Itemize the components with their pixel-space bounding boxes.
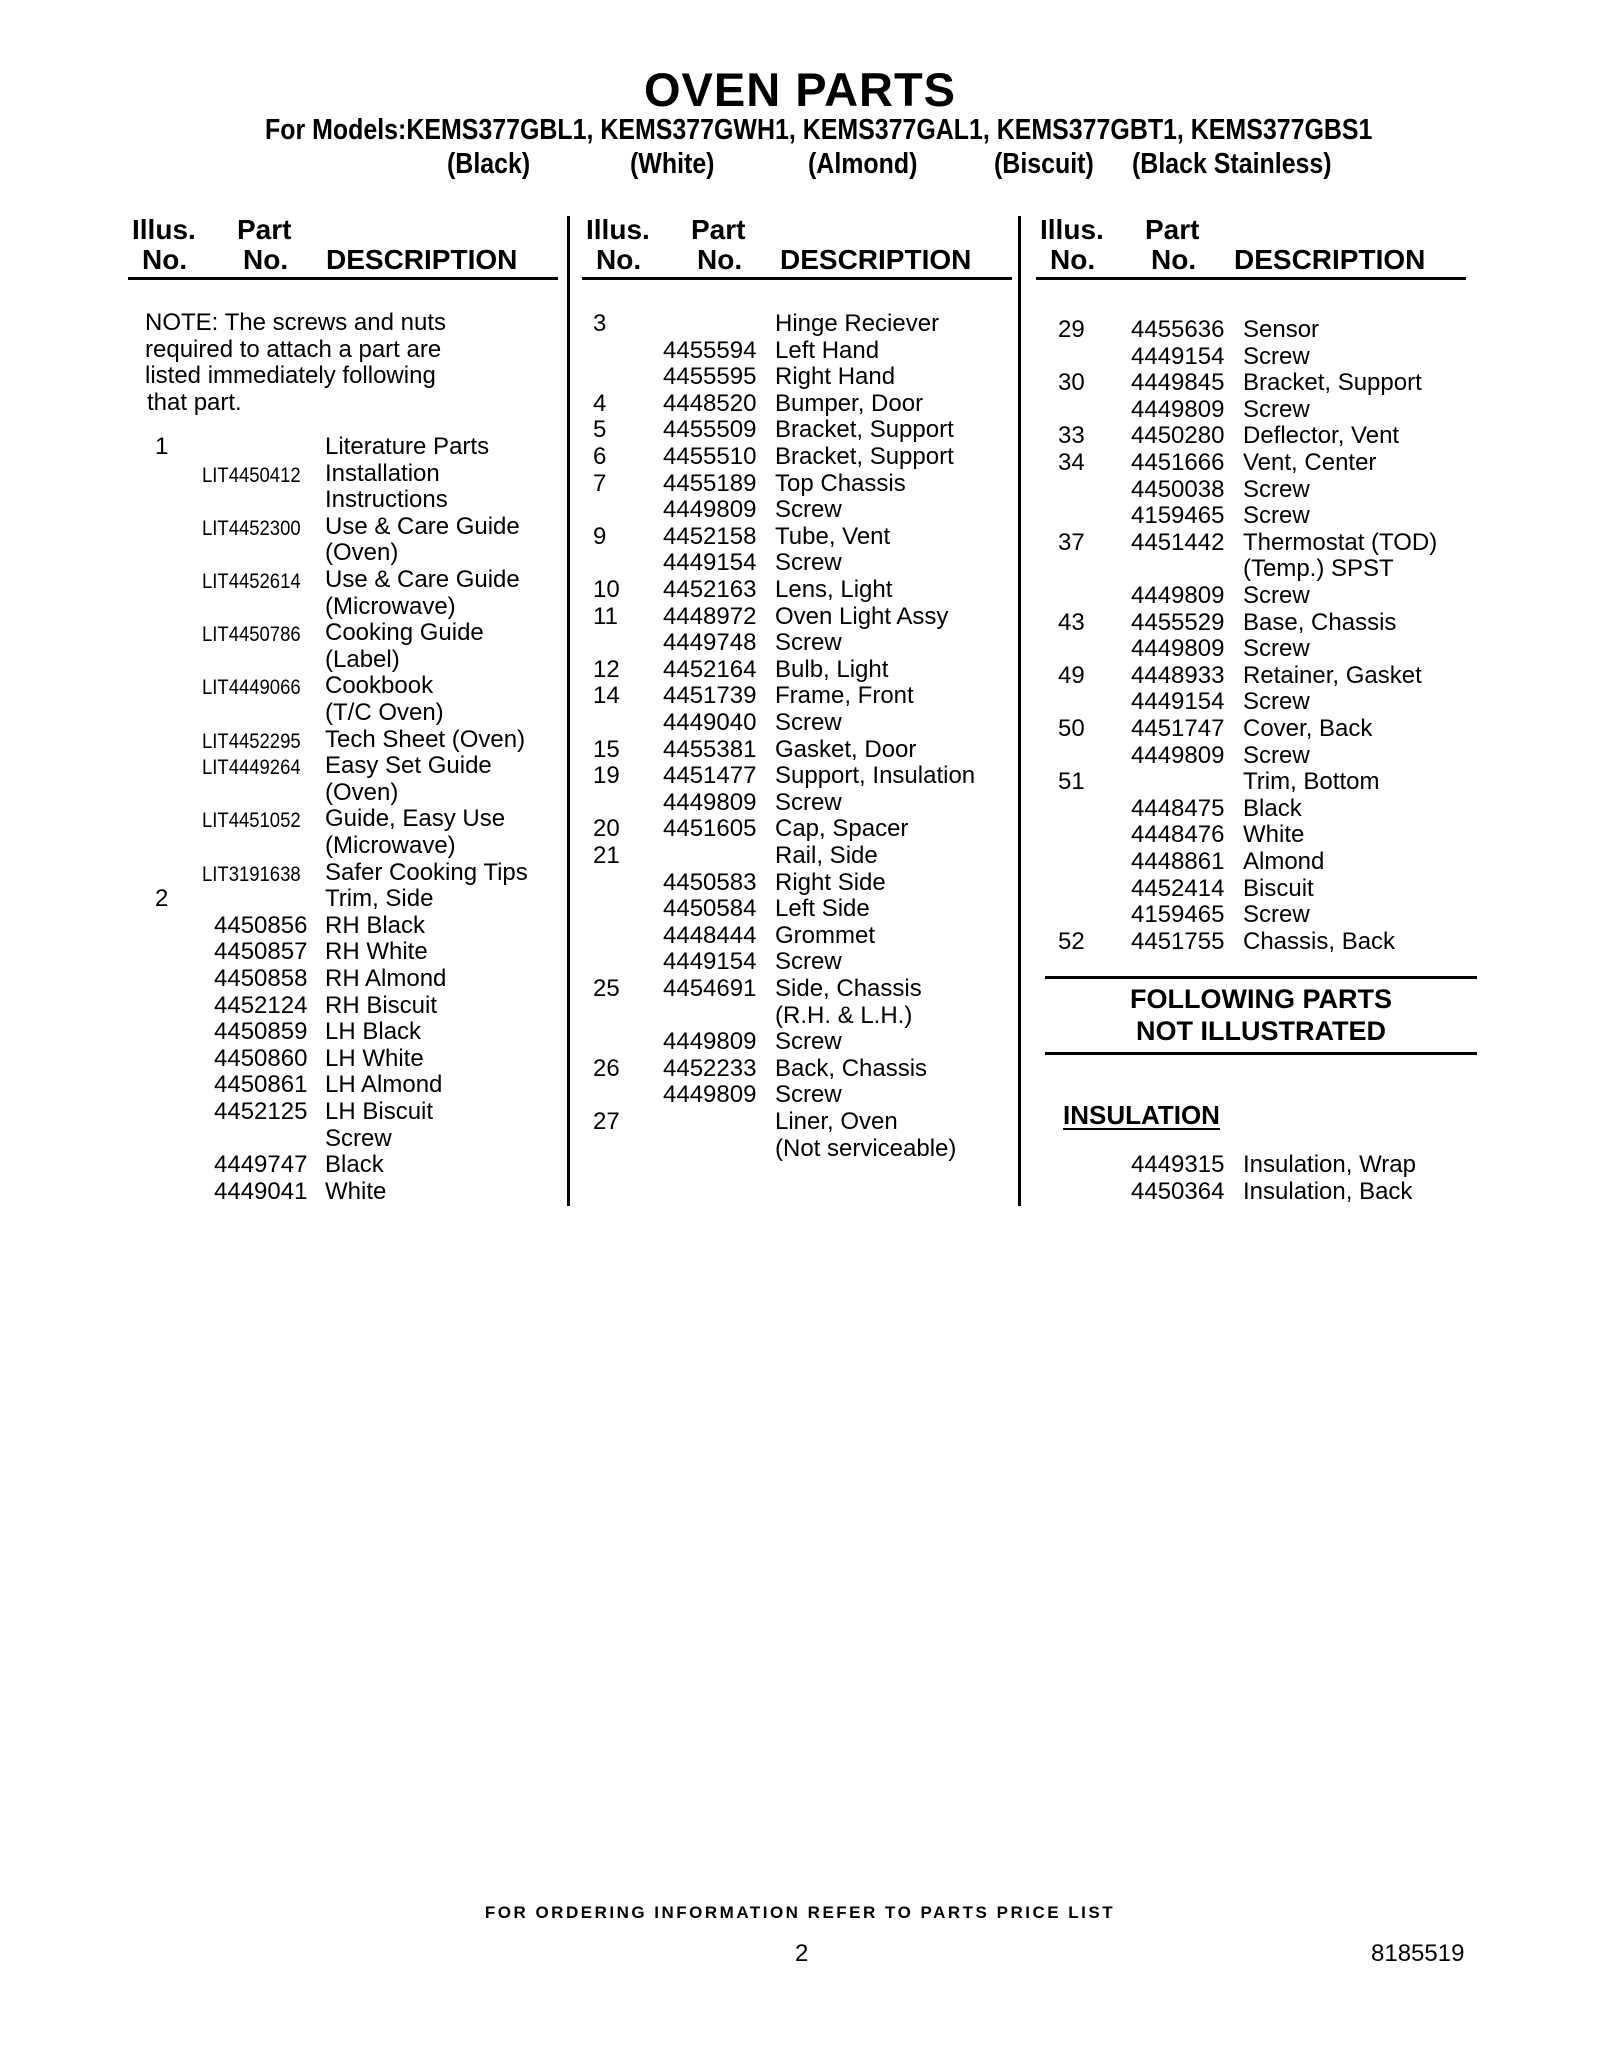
part-description: Easy Set Guide [325,752,492,780]
part-description: Left Hand [775,336,880,364]
illus-number: 12 [593,655,620,683]
part-description: Tech Sheet (Oven) [325,725,526,753]
part-number: 4451442 [1131,528,1225,556]
part-description: LH Black [325,1018,422,1046]
part-description: Screw [1243,502,1310,530]
part-number: 4448861 [1131,848,1225,875]
part-number: 4449154 [1131,342,1225,370]
part-number: 4455529 [1131,608,1225,636]
part-description: Cooking Guide [325,619,484,647]
column-divider [1018,216,1021,1206]
part-description: (Not serviceable) [775,1134,957,1162]
illus-number: 33 [1058,422,1085,450]
illus-number: 50 [1058,715,1085,742]
illus-number: 2 [155,885,169,913]
part-number: 4451477 [663,762,757,790]
part-number: LIT4450786 [202,623,301,647]
part-description: Chassis, Back [1243,927,1396,955]
illus-number: 49 [1058,661,1085,689]
illus-number: 34 [1058,449,1085,476]
part-number: 4449845 [1131,369,1225,397]
header-illus: Illus. [1040,214,1104,245]
part-number: 4455636 [1131,316,1225,343]
header-part: Part [237,214,292,245]
part-description: Left Side [775,895,870,923]
note-text [145,310,446,416]
part-number: 4452158 [663,522,757,550]
part-number: 4450859 [214,1018,308,1046]
header-description: DESCRIPTION [780,244,972,275]
note-line: that part. [147,388,242,416]
color-black-stainless: (Black Stainless) [1132,148,1332,180]
part-description: Screw [1243,688,1310,716]
part-number: 4452125 [214,1098,308,1125]
part-number: LIT4452300 [202,516,301,540]
part-description: Liner, Oven [775,1108,898,1135]
part-number: 4450364 [1131,1177,1225,1205]
part-description: Gasket, Door [775,735,917,763]
part-description: Support, Insulation [775,762,976,790]
part-description: Black [1243,794,1302,822]
illus-number: 6 [593,443,607,470]
part-description: Lens, Light [775,576,893,603]
part-description: (Microwave) [325,832,456,859]
part-description: Installation [325,459,440,487]
part-number: 4452124 [214,991,308,1019]
part-number: 4455189 [663,469,757,497]
part-description: Cap, Spacer [775,815,909,843]
part-description: Screw [775,629,842,657]
illus-number: 43 [1058,608,1085,636]
part-description: LH White [325,1044,424,1072]
header-underline [1036,277,1466,280]
part-number: 4452163 [663,576,757,603]
part-number: 4455510 [663,443,757,470]
header-part: Part [1145,214,1200,245]
part-description: White [1243,821,1305,849]
divider [1045,1052,1477,1055]
part-description: Insulation, Wrap [1243,1151,1416,1178]
part-description: Screw [1243,582,1310,609]
part-description: Screw [1243,342,1310,370]
part-number: 4448476 [1131,821,1225,849]
header-part-no: No. [1151,244,1197,275]
part-description: Literature Parts [325,433,490,460]
part-description: Thermostat (TOD) [1243,528,1438,556]
part-number: 4448933 [1131,661,1225,689]
part-description: Cookbook [325,672,434,700]
part-number: 4449748 [663,629,757,657]
illus-number: 29 [1058,316,1085,343]
illus-number: 25 [593,975,620,1002]
part-description: Cover, Back [1243,715,1373,742]
page-number: 2 [795,1940,809,1967]
part-number: 4450858 [214,965,308,992]
part-description: Guide, Easy Use [325,805,506,833]
illus-number: 11 [593,602,618,630]
illus-number: 37 [1058,528,1085,556]
not-illustrated-heading [1045,983,1477,1047]
part-description: Insulation, Back [1243,1177,1413,1205]
part-description: Bumper, Door [775,389,924,417]
page-title: OVEN PARTS [643,63,957,116]
part-description: Grommet [775,921,876,949]
part-number: 4449154 [663,948,757,976]
illus-number: 7 [593,469,607,497]
part-description: Trim, Side [325,885,434,913]
part-number: 4449809 [1131,741,1225,769]
models-line: For Models:KEMS377GBL1, KEMS377GWH1, KEMS377GAL1, KEMS377GBT1, KEMS377GBS1 [265,114,1373,146]
part-number: 4449041 [214,1177,308,1205]
part-description: Bracket, Support [775,443,954,470]
part-description: Screw [775,1081,842,1109]
part-number: 4449809 [1131,582,1225,609]
part-description: RH Black [325,911,426,939]
illus-number: 30 [1058,369,1085,397]
part-number: 4451755 [1131,927,1225,955]
illus-number: 1 [155,433,169,460]
header-illus: Illus. [586,214,650,245]
part-number: 4452164 [663,655,757,683]
part-description: Almond [1243,848,1325,875]
part-description: Bracket, Support [1243,369,1422,397]
note-line: NOTE: The screws and nuts [145,309,447,336]
part-description: Black [325,1151,384,1179]
part-number: 4449809 [1131,635,1225,663]
part-description: Screw [1243,635,1310,663]
part-number: 4159465 [1131,901,1225,929]
part-description: Screw [1243,741,1310,769]
part-description: Sensor [1243,316,1320,343]
part-description: Frame, Front [775,682,914,710]
part-number: LIT4449264 [202,756,301,780]
part-description: Screw [775,788,842,816]
part-description: LH Biscuit [325,1098,434,1125]
illus-number: 20 [593,815,620,843]
part-number: LIT3191638 [202,862,301,886]
part-description: RH Almond [325,965,447,992]
part-number: LIT4450412 [202,463,301,487]
header-illus-no: No. [1050,244,1096,275]
part-description: (Label) [325,645,400,673]
illus-number: 21 [593,842,620,869]
part-description: RH Biscuit [325,991,438,1019]
part-number: LIT4452614 [202,570,301,593]
part-number: 4449747 [214,1151,308,1179]
part-description: Use & Care Guide [325,566,520,593]
part-description: LH Almond [325,1071,443,1099]
part-number: 4451666 [1131,449,1225,476]
part-description: Screw [325,1124,392,1152]
part-number: 4449809 [1131,395,1225,423]
column-divider [567,216,570,1206]
part-number: LIT4449066 [202,676,301,700]
part-description: Instructions [325,486,448,514]
illus-number: 10 [593,576,620,603]
illus-number: 51 [1058,768,1085,796]
part-number: 4449809 [663,788,757,816]
color-almond: (Almond) [808,148,918,180]
document-number: 8185519 [1371,1940,1465,1967]
part-number: 4451739 [663,682,757,710]
part-number: 4449809 [663,1028,757,1056]
not-illustrated-line: NOT ILLUSTRATED [1136,1016,1386,1046]
part-description: Screw [775,948,842,976]
part-description: Screw [775,496,842,524]
part-number: 4448444 [663,921,757,949]
part-number: 4159465 [1131,502,1225,530]
part-number: 4448475 [1131,794,1225,822]
part-description: Bracket, Support [775,416,954,444]
illus-number: 9 [593,522,607,550]
part-number: 4452233 [663,1054,757,1082]
illus-number: 5 [593,416,607,444]
part-number: 4448520 [663,389,757,417]
ordering-footer: FOR ORDERING INFORMATION REFER TO PARTS PRICE LIST [484,1903,1116,1922]
header-illus-no: No. [142,244,188,275]
color-white: (White) [630,148,715,180]
part-number: 4449154 [663,549,757,577]
part-number: 4455509 [663,416,757,444]
part-number: 4449315 [1131,1151,1225,1178]
part-number: 4455381 [663,735,757,763]
header-description: DESCRIPTION [326,244,518,275]
header-underline [582,277,1012,280]
part-description: (Temp.) SPST [1243,555,1394,583]
part-number: 4451747 [1131,715,1225,742]
part-description: Screw [1243,475,1310,503]
part-number: 4448972 [663,602,757,630]
illus-number: 52 [1058,927,1085,955]
part-number: 4450038 [1131,475,1225,503]
part-description: (Oven) [325,778,399,806]
part-number: 4450860 [214,1044,308,1072]
header-description: DESCRIPTION [1234,244,1426,275]
part-description: Bulb, Light [775,655,889,683]
not-illustrated-line: FOLLOWING PARTS [1130,984,1392,1014]
header-part: Part [691,214,746,245]
part-number: 4449809 [663,1081,757,1109]
illus-number: 19 [593,762,620,790]
part-description: Top Chassis [775,469,906,497]
illus-number: 15 [593,735,620,763]
illus-number: 14 [593,682,620,710]
part-description: Retainer, Gasket [1243,661,1422,689]
part-description: Back, Chassis [775,1054,928,1082]
part-description: (Oven) [325,539,399,567]
part-description: Vent, Center [1243,449,1377,476]
part-number: 4450584 [663,895,757,923]
part-description: Oven Light Assy [775,602,949,630]
part-number: 4450861 [214,1071,308,1099]
part-description: (Microwave) [325,592,456,620]
divider [1045,976,1477,979]
part-number: 4455594 [663,336,757,364]
part-number: 4450857 [214,938,308,966]
part-number: 4454691 [663,975,757,1002]
part-number: 4455595 [663,363,757,391]
part-number: 4449040 [663,709,757,736]
part-number: 4449809 [663,496,757,524]
part-number: 4452414 [1131,874,1225,902]
note-line: required to attach a part are [145,335,442,363]
part-description: Trim, Bottom [1243,768,1380,796]
color-black: (Black) [447,148,531,180]
part-description: Right Hand [775,363,896,391]
header-illus-no: No. [596,244,642,275]
part-number: 4450280 [1131,422,1225,450]
part-description: Right Side [775,868,886,896]
header-part-no: No. [243,244,289,275]
part-description: Screw [775,709,842,736]
part-number: 4449154 [1131,688,1225,716]
part-description: Safer Cooking Tips [325,858,528,886]
part-description: Screw [775,1028,842,1056]
part-description: Base, Chassis [1243,608,1397,636]
part-number: 4451605 [663,815,757,843]
header-part-no: No. [697,244,743,275]
part-description: Rail, Side [775,842,878,869]
header-illus: Illus. [132,214,196,245]
part-description: (T/C Oven) [325,699,444,726]
part-description: Use & Care Guide [325,512,520,540]
part-description: Tube, Vent [775,522,891,550]
part-description: (R.H. & L.H.) [775,1001,913,1029]
part-number: LIT4452295 [202,729,301,753]
part-description: Biscuit [1243,874,1314,902]
illus-number: 26 [593,1054,620,1082]
note-line: listed immediately following [145,362,436,390]
part-description: RH White [325,938,428,966]
illus-number: 4 [593,389,607,417]
part-description: Screw [1243,395,1310,423]
part-number: 4450856 [214,911,308,939]
header-underline [128,277,558,280]
illus-number: 27 [593,1108,620,1135]
illus-number: 3 [593,310,607,337]
part-description: Side, Chassis [775,975,922,1002]
part-description: Hinge Reciever [775,310,940,337]
part-description: White [325,1177,387,1205]
part-description: Screw [775,549,842,577]
color-biscuit: (Biscuit) [994,148,1094,180]
part-description: Screw [1243,901,1310,929]
part-description: Deflector, Vent [1243,422,1400,450]
insulation-heading: INSULATION [1063,1100,1220,1130]
part-number: LIT4451052 [202,809,301,833]
part-number: 4450583 [663,868,757,896]
